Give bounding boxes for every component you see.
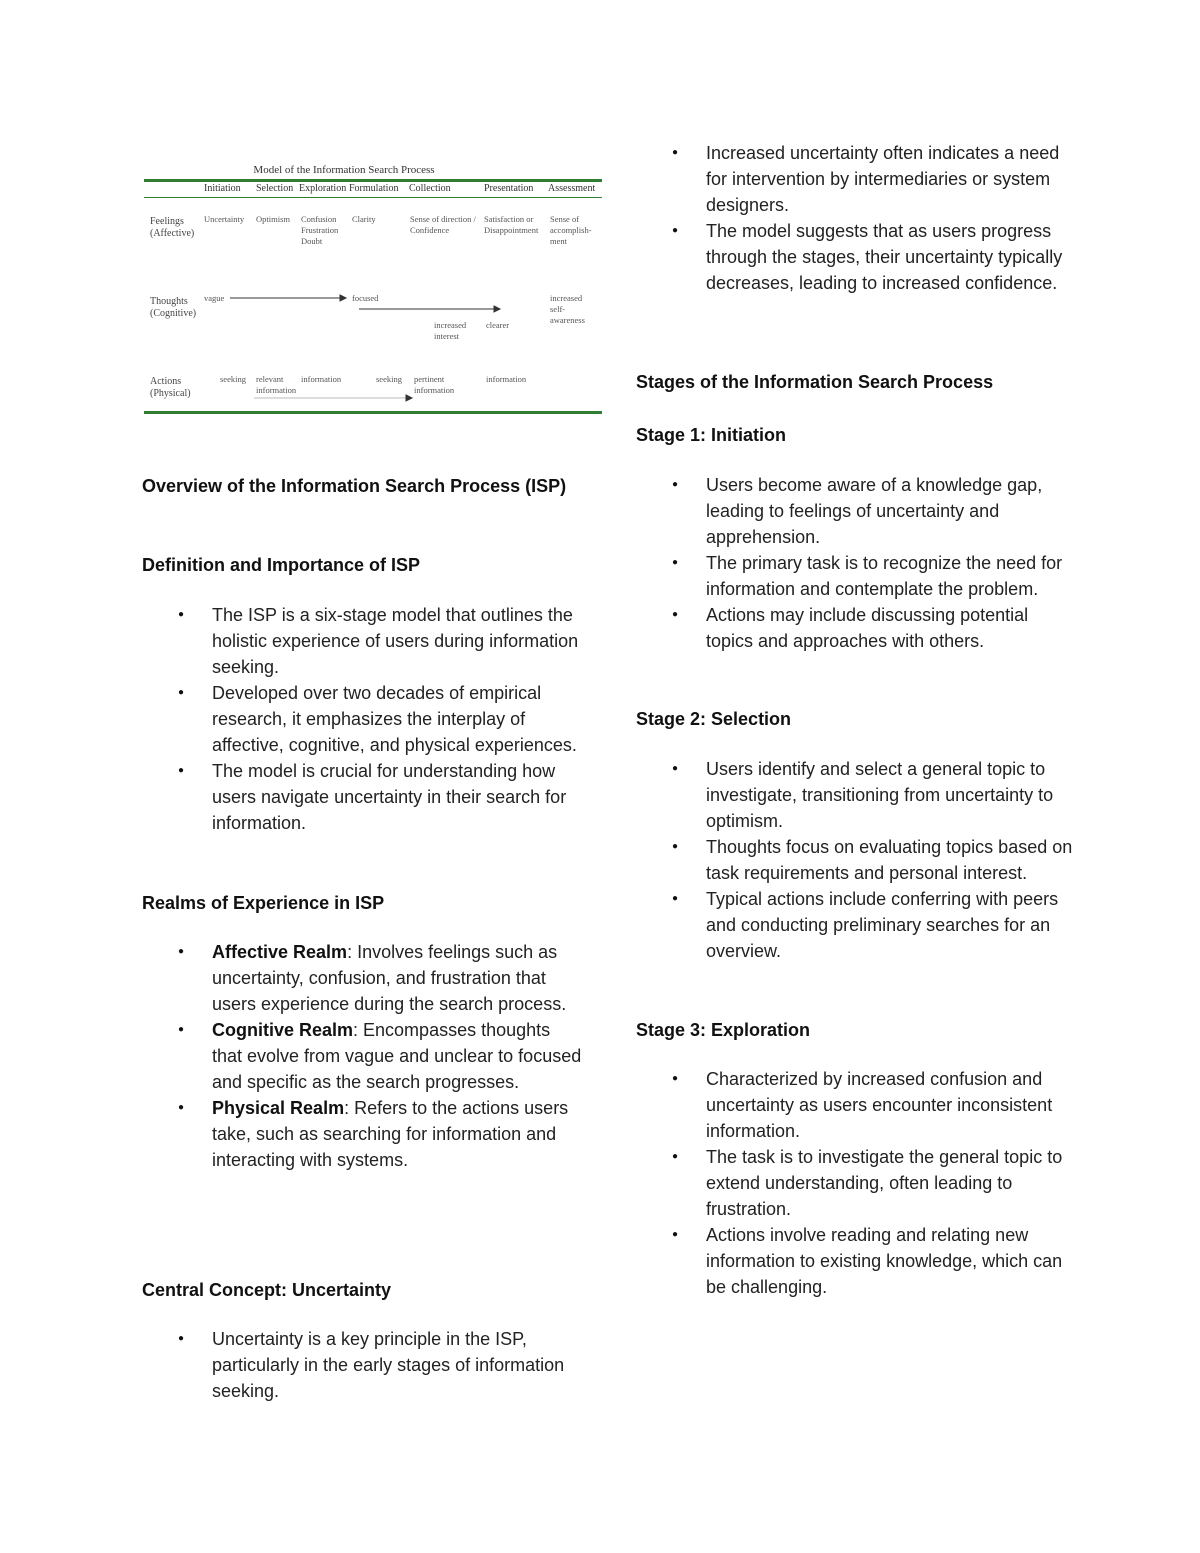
row-label-actions: Actions (Physical) xyxy=(150,376,191,399)
uncertainty-continued-list xyxy=(636,140,1076,296)
figure-arrows xyxy=(144,162,604,418)
realm-text: : Involves feelings such as uncertainty, confusion, and frustration that users experience during the search process. xyxy=(212,942,567,1014)
stage3-heading: Stage 3: Exploration xyxy=(636,1020,811,1040)
thought-cell: increased interest xyxy=(434,320,467,341)
realm-term: Physical Realm xyxy=(212,1098,345,1118)
list-item: ● Developed over two decades of empirical research, it emphasizes the interplay of affective, cognitive, and physical experiences. xyxy=(142,680,582,758)
list-item: ● Uncertainty is a key principle in the ISP, particularly in the early stages of information seeking. xyxy=(142,1326,582,1404)
stages-heading: Stages of the Information Search Process xyxy=(636,372,994,392)
list-item xyxy=(142,1095,582,1173)
stage-header-formulation: Formulation xyxy=(349,183,399,194)
stage2-heading: Stage 2: Selection xyxy=(636,709,792,729)
realm-text: : Refers to the actions users take, such as searching for information and interacting with systems. xyxy=(212,1098,569,1170)
list-item: ● Characterized by increased confusion and uncertainty as users encounter inconsistent information. xyxy=(636,1066,1076,1144)
thought-cell: vague xyxy=(204,293,225,303)
realm-text: : Encompasses thoughts that evolve from vague and unclear to focused and specific as the search progresses. xyxy=(212,1020,582,1092)
stage-header-selection: Selection xyxy=(256,183,294,194)
realm-term: Cognitive Realm xyxy=(212,1020,354,1040)
definition-list xyxy=(142,602,582,836)
action-cell: seeking xyxy=(376,374,402,384)
list-item: ● Typical actions include conferring with peers and conducting preliminary searches for an overview. xyxy=(636,886,1076,964)
list-item: ● Actions may include discussing potential topics and approaches with others. xyxy=(636,602,1076,654)
arrow-head xyxy=(340,295,346,301)
uncertainty-list xyxy=(142,1326,582,1404)
stage-header-collection: Collection xyxy=(409,183,451,194)
action-cell: information xyxy=(301,374,342,384)
realms-heading: Realms of Experience in ISP xyxy=(142,893,385,913)
feeling-cell: Sense of accomplish-ment xyxy=(550,214,592,246)
thought-cell: focused xyxy=(352,293,379,303)
row-label-feelings: Feelings (Affective) xyxy=(150,216,195,239)
stage-header-assessment: Assessment xyxy=(548,183,596,194)
realm-term: Affective Realm xyxy=(212,942,348,962)
list-item: ● Users identify and select a general topic to investigate, transitioning from uncertainty to optimism. xyxy=(636,756,1076,834)
stage1-list xyxy=(636,472,1076,654)
list-item: ● Increased uncertainty often indicates a need for intervention by intermediaries or system designers. xyxy=(636,140,1076,218)
realms-list xyxy=(142,939,582,1173)
list-item xyxy=(142,939,582,1017)
action-cell: relevant information xyxy=(256,374,297,395)
feeling-cell: Clarity xyxy=(352,214,376,224)
feeling-cell: Confusion Frustration Doubt xyxy=(301,214,339,246)
arrow-head xyxy=(494,306,500,312)
list-item: ● The task is to investigate the general topic to extend understanding, often leading to frustration. xyxy=(636,1144,1076,1222)
stage-header-exploration: Exploration xyxy=(299,183,347,194)
arrow-head xyxy=(406,395,412,401)
action-cell: seeking xyxy=(220,374,246,384)
list-item xyxy=(142,1017,582,1095)
list-item: ● The ISP is a six-stage model that outlines the holistic experience of users during information seeking. xyxy=(142,602,582,680)
feeling-cell: Satisfaction or Disappointment xyxy=(484,214,539,235)
stage2-list xyxy=(636,756,1076,964)
thought-cell: increased self-awareness xyxy=(550,293,585,325)
overview-heading: Overview of the Information Search Process (ISP) xyxy=(142,476,567,496)
feeling-cell: Uncertainty xyxy=(204,214,245,224)
stage-header-initiation: Initiation xyxy=(204,183,241,194)
definition-heading: Definition and Importance of ISP xyxy=(142,555,421,575)
feeling-cell: Optimism xyxy=(256,214,291,224)
list-item: ● The model suggests that as users progress through the stages, their uncertainty typically decreases, leading to increased confidence. xyxy=(636,218,1076,296)
list-item: ● The model is crucial for understanding how users navigate uncertainty in their search for information. xyxy=(142,758,582,836)
action-cell: pertinent information xyxy=(414,374,455,395)
list-item: ● Thoughts focus on evaluating topics based on task requirements and personal interest. xyxy=(636,834,1076,886)
uncertainty-heading: Central Concept: Uncertainty xyxy=(142,1280,392,1300)
stage1-heading: Stage 1: Initiation xyxy=(636,425,787,445)
stage3-list xyxy=(636,1066,1076,1300)
list-item: ● Actions involve reading and relating new information to existing knowledge, which can be challenging. xyxy=(636,1222,1076,1300)
list-item: ● The primary task is to recognize the need for information and contemplate the problem. xyxy=(636,550,1076,602)
list-item: ● Users become aware of a knowledge gap, leading to feelings of uncertainty and apprehension. xyxy=(636,472,1076,550)
figure-title: Model of the Information Search Process xyxy=(253,164,435,176)
row-label-thoughts: Thoughts (Cognitive) xyxy=(150,296,197,319)
feeling-cell: Sense of direction / Confidence xyxy=(410,214,476,235)
thought-cell: clearer xyxy=(486,320,510,330)
isp-model-figure xyxy=(144,162,604,418)
action-cell: information xyxy=(486,374,527,384)
stage-header-presentation: Presentation xyxy=(484,183,534,194)
